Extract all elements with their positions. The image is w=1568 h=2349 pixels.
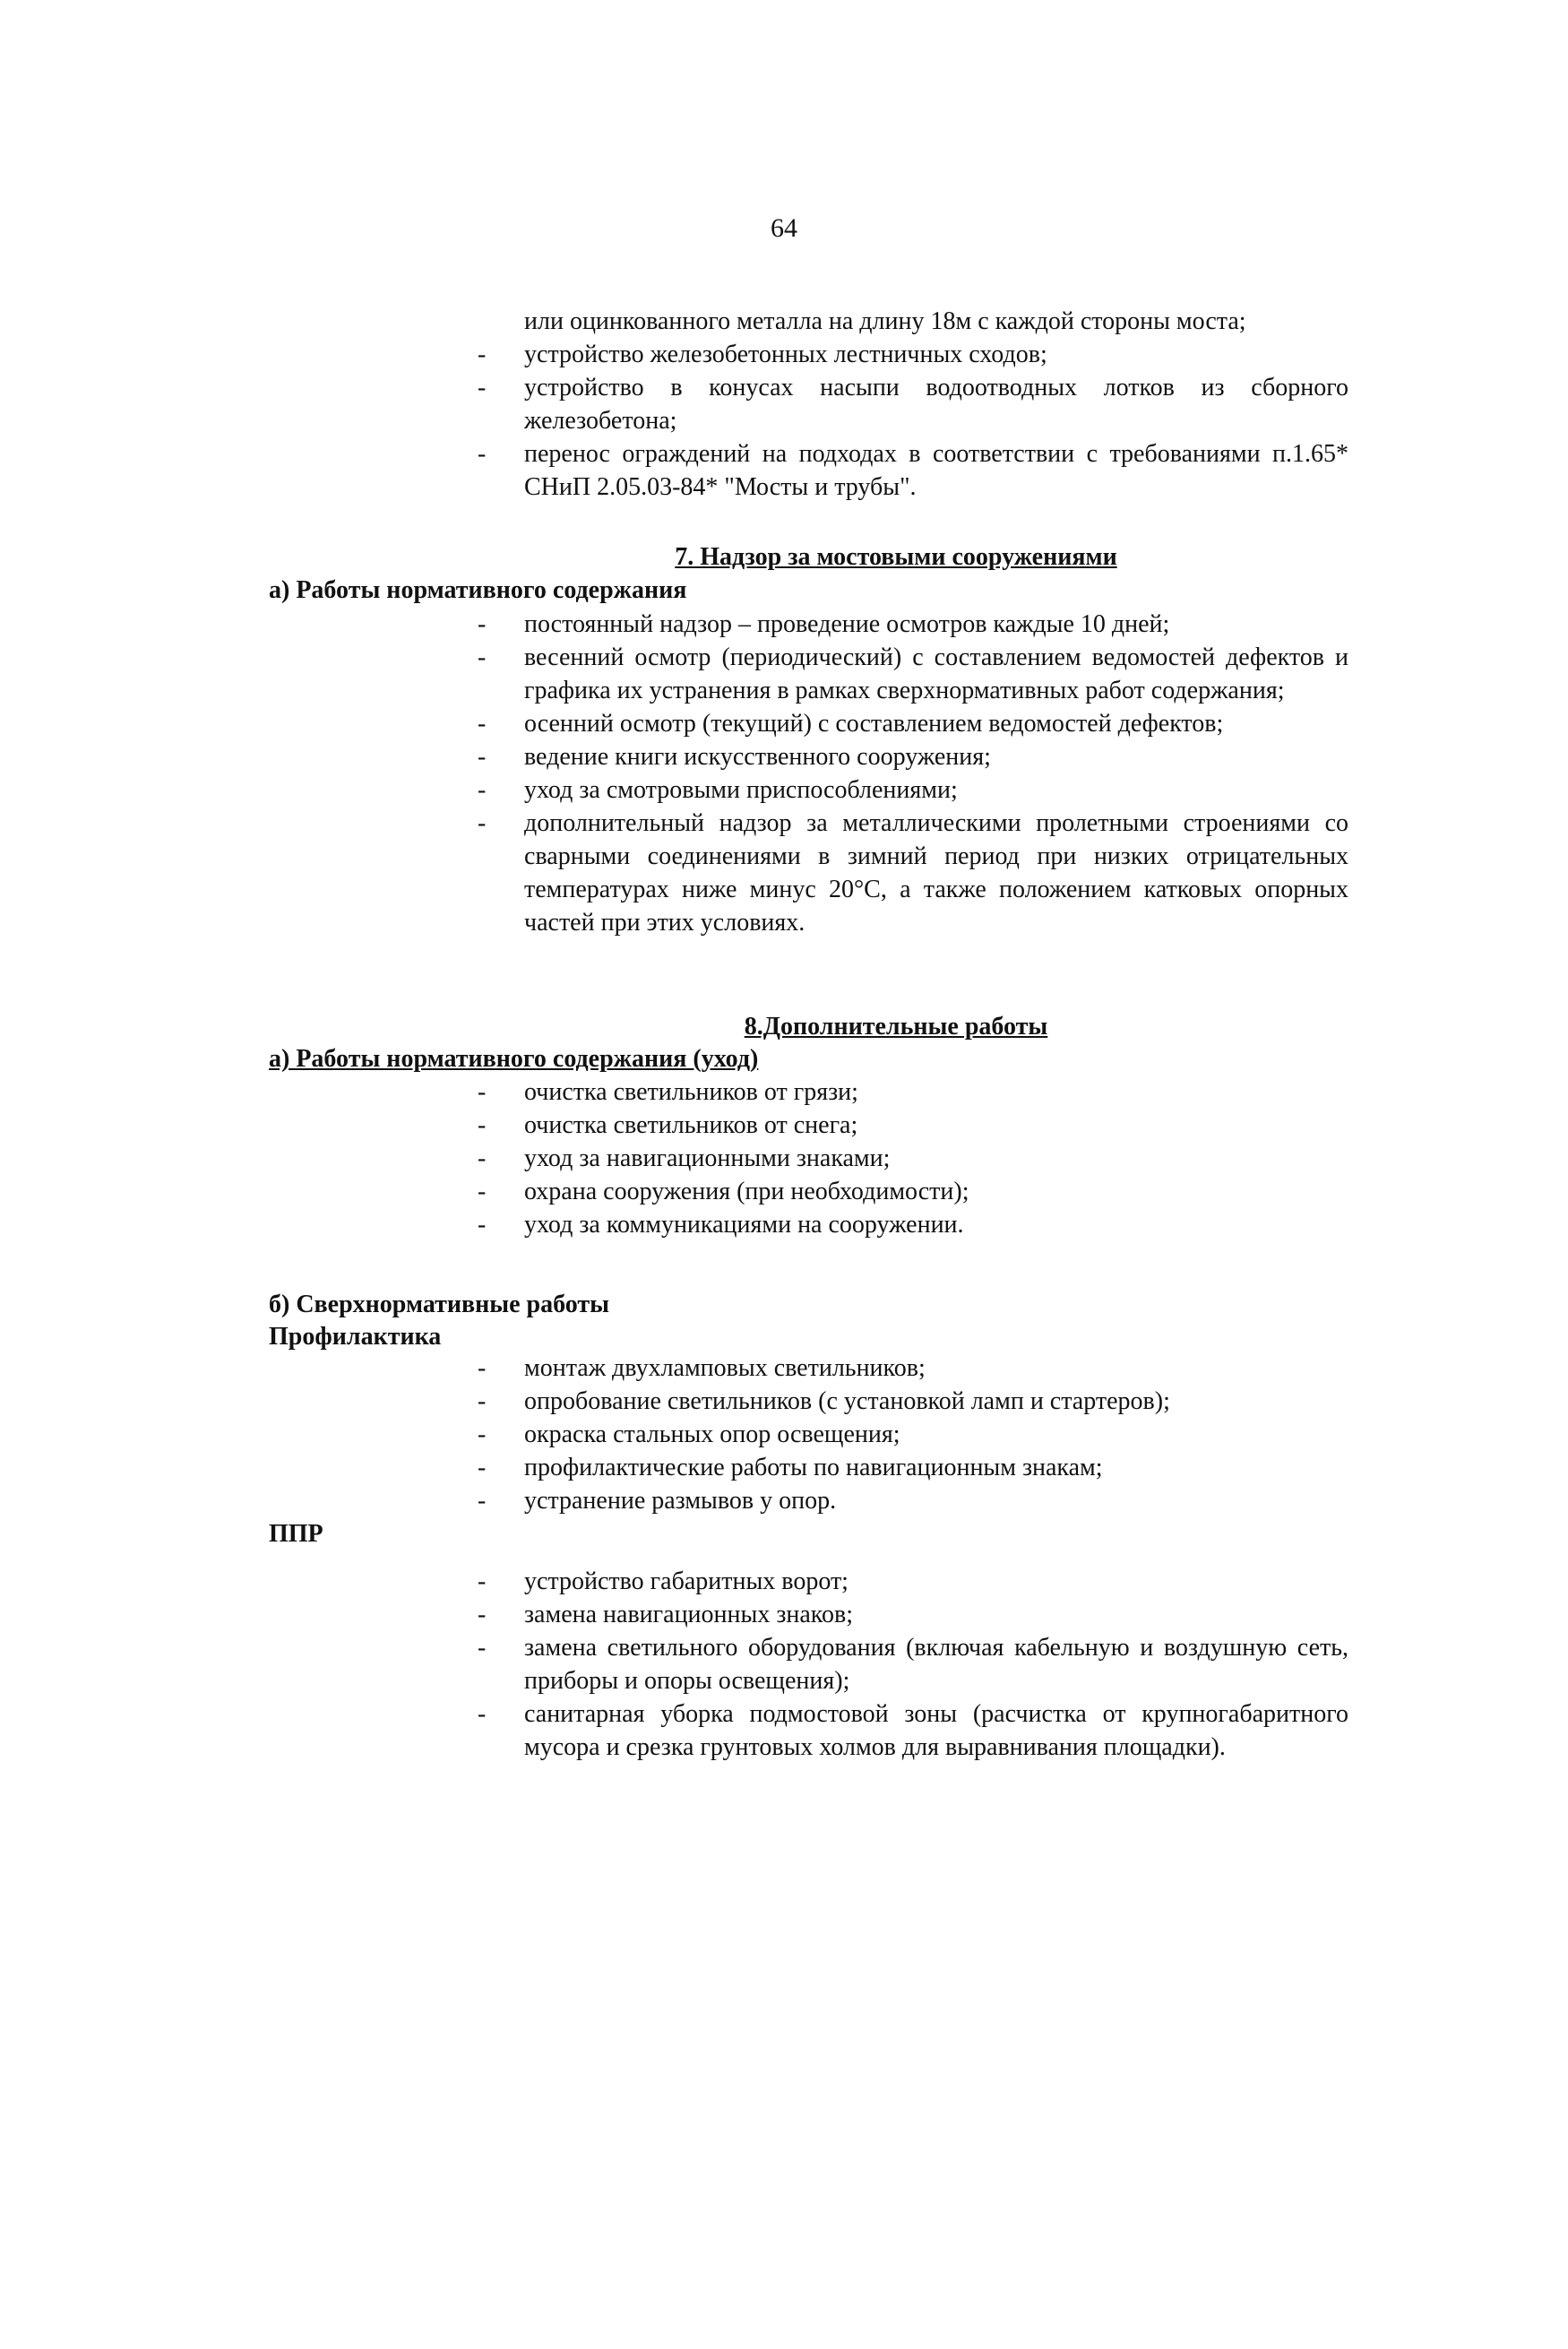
dash: - bbox=[478, 1144, 487, 1172]
dash: - bbox=[478, 1487, 487, 1515]
list-item-text: устройство в конусах насыпи водоотводных лотков из сборного железобетона; bbox=[524, 374, 1348, 435]
list-item bbox=[478, 807, 1348, 939]
list-item-text: устранение размывов у опор. bbox=[524, 1487, 837, 1515]
list-item bbox=[478, 338, 1348, 371]
section-7-title: 7. Надзор за мостовыми сооружениями bbox=[675, 543, 1117, 571]
dash: - bbox=[478, 1111, 487, 1139]
list-item bbox=[478, 1451, 1348, 1484]
dash: - bbox=[478, 1354, 487, 1382]
page-number: 64 bbox=[771, 213, 797, 243]
dash: - bbox=[478, 1567, 487, 1595]
list-item bbox=[478, 707, 1348, 740]
list-item bbox=[478, 437, 1348, 504]
list-item bbox=[478, 740, 1348, 773]
dash: - bbox=[478, 1178, 487, 1205]
list-item-text: постоянный надзор – проведение осмотров каждые 10 дней; bbox=[524, 610, 1170, 638]
list-item-text: монтаж двухламповых светильников; bbox=[524, 1354, 926, 1382]
list-item-text: уход за коммуникациями на сооружении. bbox=[524, 1211, 964, 1239]
section-8-title: 8.Дополнительные работы bbox=[744, 1013, 1048, 1041]
list-item-text: уход за смотровыми приспособлениями; bbox=[524, 776, 958, 804]
dash: - bbox=[478, 776, 487, 804]
section-8-subsection-a-label: а) Работы нормативного содержания (уход) bbox=[269, 1045, 759, 1073]
dash: - bbox=[478, 610, 487, 638]
list-item-text: весенний осмотр (периодический) с составлением ведомостей дефектов и графика их устранения в рамках сверхнормативных работ содержания; bbox=[524, 643, 1348, 704]
prophylaxis-list bbox=[478, 1352, 1348, 1517]
list-item bbox=[478, 1631, 1348, 1697]
list-item-text: устройство железобетонных лестничных сходов; bbox=[524, 341, 1047, 368]
dash: - bbox=[478, 1211, 487, 1239]
dash: - bbox=[478, 1421, 487, 1448]
list-item-text: окраска стальных опор освещения; bbox=[524, 1421, 900, 1448]
list-item bbox=[478, 1142, 1348, 1175]
section-7-subsection-a-label: а) Работы нормативного содержания bbox=[269, 576, 687, 604]
list-item-text: перенос ограждений на подходах в соответствии с требованиями п.1.65* СНиП 2.05.03-84* "Мосты и трубы". bbox=[524, 440, 1348, 501]
prophylaxis-label: Профилактика bbox=[269, 1323, 442, 1351]
dash: - bbox=[478, 643, 487, 671]
dash: - bbox=[478, 341, 487, 368]
list-item-text: санитарная уборка подмостовой зоны (расчистка от крупногабаритного мусора и срезка грунтовых холмов для выравнивания площадки). bbox=[524, 1700, 1348, 1761]
dash: - bbox=[478, 710, 487, 738]
list-item-text: устройство габаритных ворот; bbox=[524, 1567, 849, 1595]
list-item bbox=[478, 608, 1348, 641]
list-item bbox=[478, 1697, 1348, 1764]
list-item-text: замена навигационных знаков; bbox=[524, 1601, 853, 1628]
dash: - bbox=[478, 743, 487, 771]
list-item bbox=[478, 1385, 1348, 1418]
dash: - bbox=[478, 1454, 487, 1481]
list-item bbox=[478, 1418, 1348, 1451]
list-item-text: ведение книги искусственного сооружения; bbox=[524, 743, 991, 771]
list-item-text: уход за навигационными знаками; bbox=[524, 1144, 891, 1172]
dash: - bbox=[478, 1601, 487, 1628]
list-item bbox=[478, 1484, 1348, 1517]
intro-block bbox=[478, 305, 1348, 504]
list-item-text: осенний осмотр (текущий) с составлением ведомостей дефектов; bbox=[524, 710, 1224, 738]
dash: - bbox=[478, 1078, 487, 1106]
list-item-text: охрана сооружения (при необходимости); bbox=[524, 1178, 969, 1205]
list-item bbox=[478, 1109, 1348, 1142]
section-7-list bbox=[478, 608, 1348, 939]
ppr-list bbox=[478, 1565, 1348, 1764]
dash: - bbox=[478, 809, 487, 837]
dash: - bbox=[478, 1634, 487, 1662]
dash: - bbox=[478, 374, 487, 402]
section-8a-list bbox=[478, 1075, 1348, 1241]
dash: - bbox=[478, 1387, 487, 1415]
list-item bbox=[478, 773, 1348, 807]
list-item bbox=[478, 1075, 1348, 1109]
list-item bbox=[478, 641, 1348, 707]
list-item bbox=[478, 1565, 1348, 1598]
list-item-text: очистка светильников от снега; bbox=[524, 1111, 858, 1139]
ppr-label: ППР bbox=[269, 1520, 323, 1548]
list-item bbox=[478, 1175, 1348, 1208]
list-item-text: очистка светильников от грязи; bbox=[524, 1078, 858, 1106]
dash: - bbox=[478, 440, 487, 468]
list-item-text: профилактические работы по навигационным знакам; bbox=[524, 1454, 1103, 1481]
intro-continuation: или оцинкованного металла на длину 18м с каждой стороны моста; bbox=[524, 307, 1246, 335]
list-item-text: опробование светильников (с установкой ламп и стартеров); bbox=[524, 1387, 1170, 1415]
list-item-text: дополнительный надзор за металлическими пролетными строениями со сварными соединениями в зимний период при низких отрицательных температурах ниже минус 20°С, а также положением катковых опорных частей при этих условиях. bbox=[524, 809, 1348, 937]
list-item bbox=[478, 1208, 1348, 1241]
list-item-text: замена светильного оборудования (включая кабельную и воздушную сеть, приборы и опоры освещения); bbox=[524, 1634, 1348, 1695]
dash: - bbox=[478, 1700, 487, 1728]
section-8-subsection-b-label: б) Сверхнормативные работы bbox=[269, 1291, 609, 1318]
list-item bbox=[478, 371, 1348, 437]
list-item bbox=[478, 1598, 1348, 1631]
list-item bbox=[478, 1352, 1348, 1385]
